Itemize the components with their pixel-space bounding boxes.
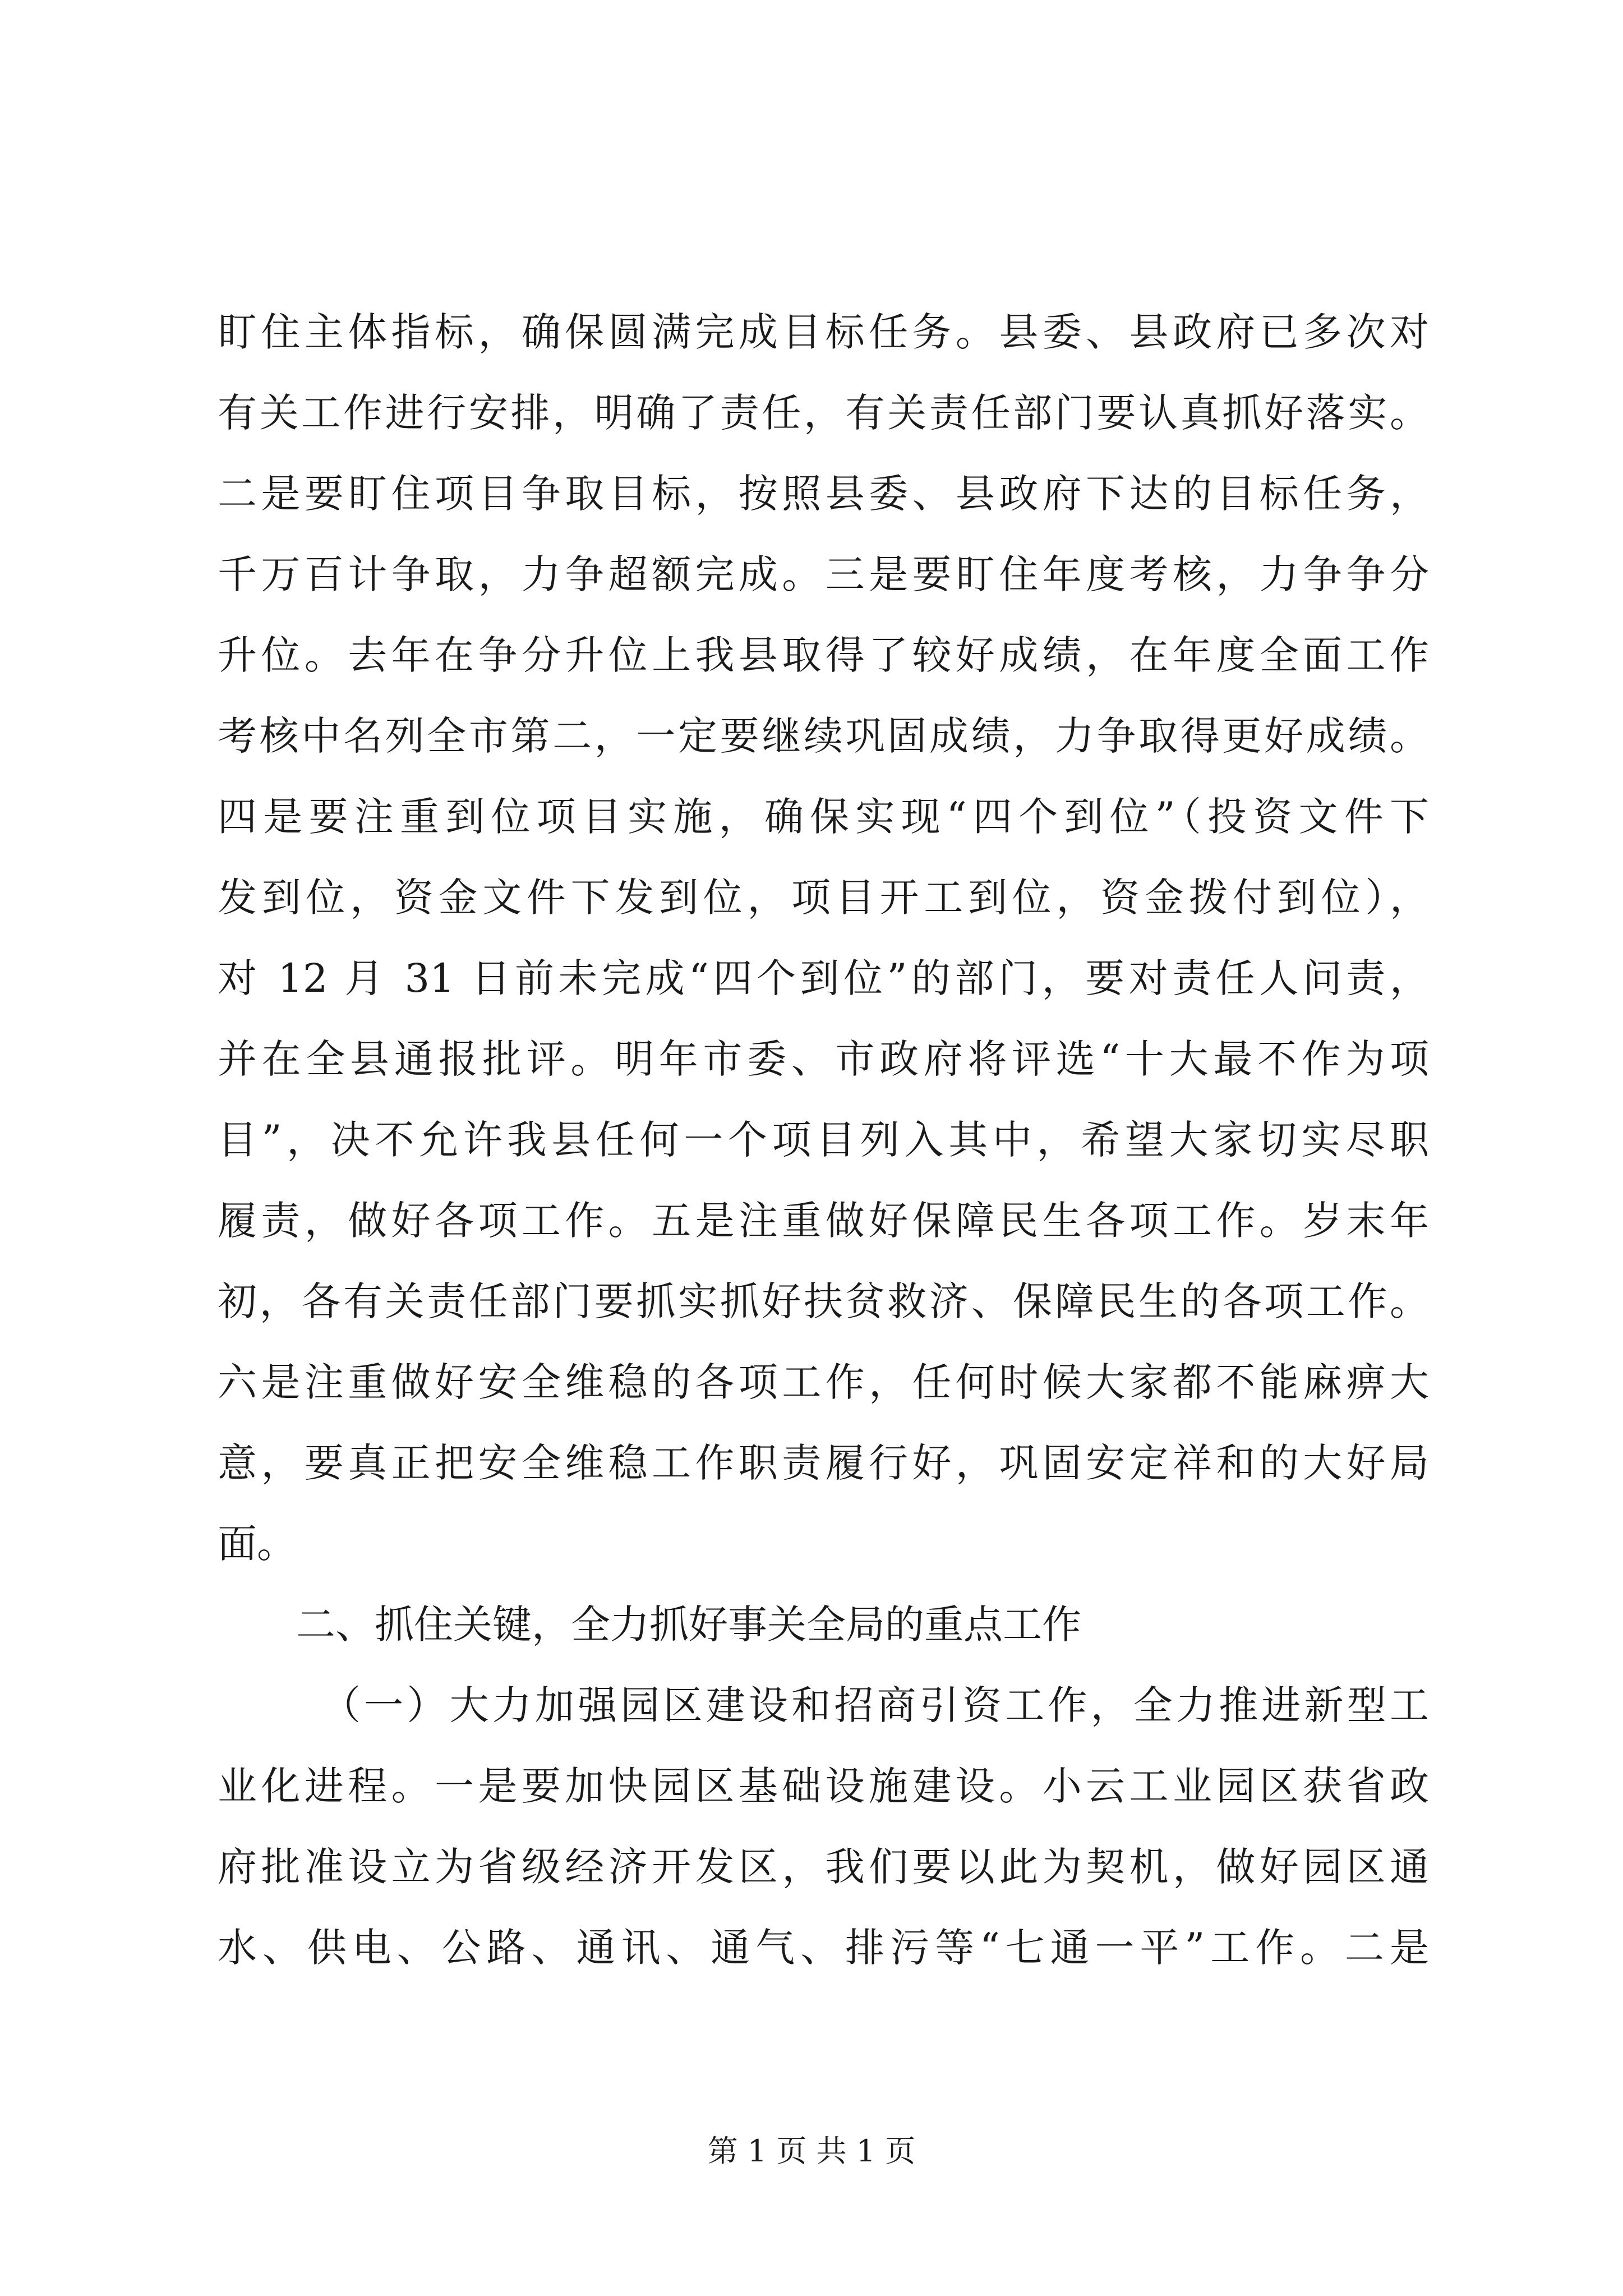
document-body (218, 292, 1429, 1988)
text-line: 考核中名列全市第二，一定要继续巩固成绩，力争取得更好成绩。 (218, 713, 1429, 759)
subsection-heading-line: （一）大力加强园区建设和招商引资工作，全力推进新型工 (321, 1682, 1429, 1728)
text-line: 升位。去年在争分升位上我县取得了较好成绩，在年度全面工作 (218, 632, 1429, 678)
text-line: 盯住主体指标，确保圆满完成目标任务。县委、县政府已多次对 (218, 309, 1429, 355)
text-line: 履责，做好各项工作。五是注重做好保障民生各项工作。岁末年 (218, 1198, 1429, 1244)
text-line: 意，要真正把安全维稳工作职责履行好，巩固安定祥和的大好局 (218, 1440, 1429, 1486)
text-line: 并在全县通报批评。明年市委、市政府将评选“十大最不作为项 (218, 1036, 1429, 1082)
page-footer: 第 1 页 共 1 页 (707, 2133, 916, 2169)
text-line: 目”，决不允许我县任何一个项目列入其中，希望大家切实尽职 (218, 1117, 1429, 1163)
text-line: 发到位，资金文件下发到位，项目开工到位，资金拨付到位）， (218, 875, 1429, 921)
text-line: 对 12 月 31 日前未完成“四个到位”的部门，要对责任人问责， (218, 955, 1429, 1001)
text-line: 四是要注重到位项目实施，确保实现“四个到位”（投资文件下 (218, 794, 1429, 840)
text-line: 业化进程。一是要加快园区基础设施建设。小云工业园区获省政 (218, 1763, 1429, 1809)
text-line: 有关工作进行安排，明确了责任，有关责任部门要认真抓好落实。 (218, 390, 1429, 436)
text-line: 府批准设立为省级经济开发区，我们要以此为契机，做好园区通 (218, 1844, 1429, 1890)
text-line: 千万百计争取，力争超额完成。三是要盯住年度考核，力争争分 (218, 551, 1429, 597)
text-line: 面。 (218, 1521, 296, 1567)
section-heading: 二、抓住关键，全力抓好事关全局的重点工作 (296, 1602, 1081, 1648)
text-line: 二是要盯住项目争取目标，按照县委、县政府下达的目标任务， (218, 471, 1429, 517)
text-line: 水、供电、公路、通讯、通气、排污等“七通一平”工作。二是 (218, 1925, 1429, 1971)
text-line: 六是注重做好安全维稳的各项工作，任何时候大家都不能麻痹大 (218, 1359, 1429, 1405)
text-line: 初，各有关责任部门要抓实抓好扶贫救济、保障民生的各项工作。 (218, 1278, 1429, 1324)
